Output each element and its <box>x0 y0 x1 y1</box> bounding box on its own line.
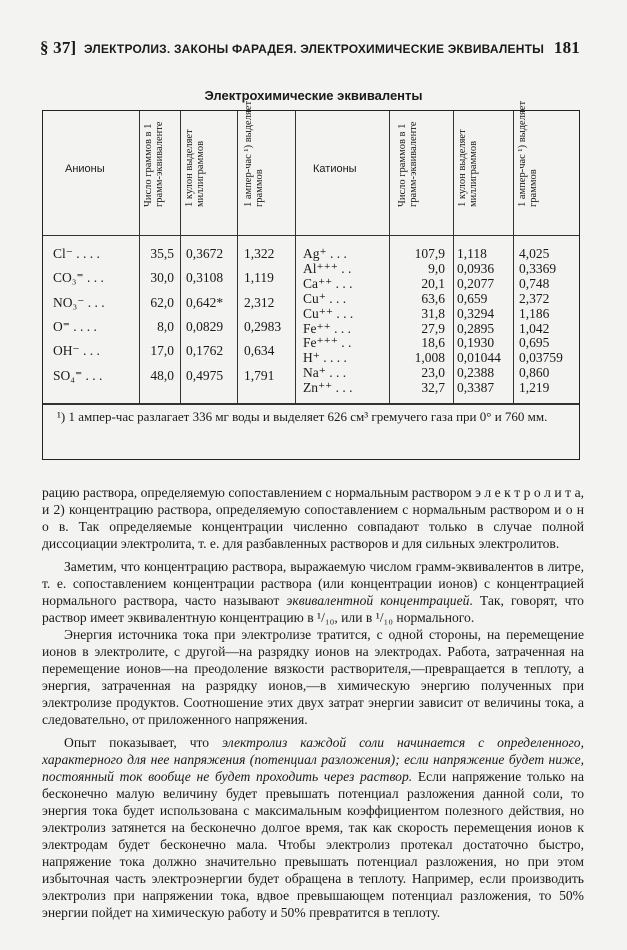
cation-amphour-cell: 1,186 <box>519 305 550 321</box>
anion-grams-cell: 62,0 <box>150 294 174 310</box>
cation-grams-cell: 18,6 <box>421 335 445 351</box>
anion-ion-cell: NO₃⁻ . . . <box>53 294 105 310</box>
cation-amphour-cell: 2,372 <box>519 290 550 306</box>
header-rule <box>43 235 579 236</box>
anion-coulomb-cell: 0,4975 <box>186 367 224 383</box>
cation-grams-cell: 107,9 <box>414 246 445 261</box>
anion-amphour-cell: 0,2983 <box>244 318 282 334</box>
cation-ion-cell: Na⁺ . . . <box>303 365 347 381</box>
anion-ion-cell: OH⁻ . . . <box>53 343 100 359</box>
cation-coulomb-cell: 0,1930 <box>457 335 495 351</box>
page-number: 181 <box>553 38 580 57</box>
col-rule <box>513 111 514 403</box>
anion-ion-cell: O⁼ . . . . <box>53 318 97 334</box>
cation-ion-cell: H⁺ . . . . <box>303 350 347 366</box>
anions-header: Анионы <box>65 163 105 175</box>
cation-coulomb-cell: 0,0936 <box>457 260 495 276</box>
cation-grams-cell: 9,0 <box>428 260 445 276</box>
cation-ion-cell: Ca⁺⁺ . . . <box>303 275 353 291</box>
cations-header: Катионы <box>313 163 357 175</box>
cation-coulomb-cell: 1,118 <box>457 246 487 261</box>
cation-amphour-cell: 0,860 <box>519 365 550 381</box>
cation-coulomb-cell: 0,3387 <box>457 380 495 396</box>
anion-grams-cell: 30,0 <box>150 270 174 286</box>
cation-amphour-cell: 1,042 <box>519 320 550 336</box>
cation-grams-cell: 27,9 <box>421 320 445 336</box>
cation-grams-cell: 63,6 <box>421 290 445 306</box>
anion-grams-cell: 8,0 <box>157 318 174 334</box>
running-header <box>40 38 580 62</box>
cation-amphour-cell: 0,748 <box>519 275 550 291</box>
paragraph: Опыт показывает, что электролиз каждой соли начинается с определенного, характерного для нее напряжения (потенциал разложения); если напряжение будет ниже, постоянный ток вообще не будет проходить через раствор. Если напряжение только на бесконечно малую величину будет превышать потенциал разложения данной соли, то энергия тока будет использована с максимальным коэффициентом полезного действия, но электролиз затянется на бесконечно долгое время, так как скорость перемещения ионов к электродам будет бесконечно мала. Чтобы электролиз протекал достаточно быстро, напряжение тока должно значительно превышать потенциал разложения, но при этом избыточная часть электроэнергии будет обращена в теплоту. Например, если производить электролиз при напряжении тока, вдвое превышающем потенциал разложения, то 50% энергии пойдет на химическую работу и 50% превратится в теплоту. <box>42 735 584 920</box>
cation-ion-cell: Cu⁺⁺ . . . <box>303 305 354 321</box>
anion-ion-cell: SO₄⁼ . . . <box>53 367 103 383</box>
cation-grams-cell: 1,008 <box>414 350 445 366</box>
cation-amphour-cell: 0,3369 <box>519 260 557 276</box>
anion-coulomb-cell: 0,3672 <box>186 246 224 261</box>
col-rule <box>453 111 454 403</box>
paragraph: Энергия источника тока при электролизе тратится, с одной стороны, на перемещение ионов в электролите, с другой—на разрядку ионов на электродах. Работа, затраченная на перемещение ионов—на преодоление вязкости растворителя,—превращается в теплоту, а энергия, затраченная на разрядку ионов,—в химическую энергию полученных при электролизе продуктов. Соотношение этих двух затрат энергии зависит от величины тока, а следовательно, от приложенного напряжения. <box>42 627 584 727</box>
col-rule <box>237 111 238 403</box>
anion-coulomb-cell: 0,3108 <box>186 270 224 286</box>
col-rule <box>180 111 181 403</box>
cation-grams-cell: 23,0 <box>421 365 445 381</box>
footnote-rule <box>43 403 579 405</box>
cation-ion-cell: Ag⁺ . . . <box>303 246 347 261</box>
anion-amphour-cell: 1,791 <box>244 367 275 383</box>
col-rule <box>389 111 390 403</box>
cation-coulomb-cell: 0,3294 <box>457 305 495 321</box>
paragraph: Заметим, что концентрацию раствора, выражаемую числом грамм-эквивалентов в литре, т. е. сопоставлением концентрации раствора (или концентрации ионов) с концентрацией нормального раствора, часто называют эквивалентной концентрацией. Так, говорят, что раствор имеет эквивалентную концентрацию в ¹/₁₀, или в ¹/₁₀ нормального. <box>42 559 584 625</box>
cation-coulomb-cell: 0,2388 <box>457 365 495 381</box>
anion-coulomb-cell: 0,642* <box>186 294 224 310</box>
cation-amphour-cell: 1,219 <box>519 380 550 396</box>
cation-coulomb-cell: 0,2895 <box>457 320 495 336</box>
cation-grams-cell: 32,7 <box>421 380 445 396</box>
section-ref: § 37] <box>40 38 77 57</box>
cation-coulomb-cell: 0,659 <box>457 290 488 306</box>
anion-coulomb-cell: 0,0829 <box>186 318 224 334</box>
cation-grams-cell: 20,1 <box>421 275 445 291</box>
cation-ion-cell: Fe⁺⁺⁺ . . <box>303 335 352 351</box>
cation-coulomb-cell: 0,2077 <box>457 275 495 291</box>
cation-amphour-cell: 0,03759 <box>519 350 563 366</box>
table-caption: Электрохимические эквиваленты <box>204 88 423 103</box>
cation-amphour-cell: 4,025 <box>519 246 550 261</box>
cation-ion-cell: Zn⁺⁺ . . . <box>303 380 353 396</box>
cation-grams-cell: 31,8 <box>421 305 445 321</box>
anion-amphour-cell: 1,119 <box>244 270 274 286</box>
table-footnote: ¹) 1 ампер-час разлагает 336 мг воды и выделяет 626 см³ гремучего газа при 0° и 760 мм. <box>57 409 548 424</box>
anion-ion-cell: CO₃⁼ . . . <box>53 270 104 286</box>
cation-ion-cell: Cu⁺ . . . <box>303 290 347 306</box>
cation-coulomb-cell: 0,01044 <box>457 350 501 366</box>
anion-grams-cell: 35,5 <box>150 246 174 261</box>
anion-amphour-cell: 1,322 <box>244 246 275 261</box>
col-rule <box>139 111 140 403</box>
col-rule <box>295 111 296 403</box>
anion-ion-cell: Cl⁻ . . . . <box>53 246 100 261</box>
paragraph: рацию раствора, определяемую сопоставлением с нормальным раствором э л е к т р о л и т а, и 2) концентрацию раствора, определяемую сопоставлением с нормальным раствором и о н о в. Так определяемые концентрации численно совпадают только в случае полной диссоциации электролита, т. е. для разбавленных растворов и для сильных электролитов. <box>42 485 584 551</box>
anion-coulomb-cell: 0,1762 <box>186 343 224 359</box>
body-text <box>42 484 584 921</box>
chapter-title: ЭЛЕКТРОЛИЗ. ЗАКОНЫ ФАРАДЕЯ. ЭЛЕКТРОХИМИЧЕСКИЕ ЭКВИВАЛЕНТЫ <box>84 42 545 56</box>
anion-grams-cell: 17,0 <box>150 343 174 359</box>
cation-amphour-cell: 0,695 <box>519 335 550 351</box>
anion-amphour-cell: 2,312 <box>244 294 275 310</box>
cation-ion-cell: Al⁺⁺⁺ . . <box>303 260 352 276</box>
equivalents-table: Анионы Катионы Число граммов в 1 грамм-эквиваленте 1 кулон выделяет миллиграммов 1 ампер-час ¹) выделяет граммов Число граммов в 1 грамм-эквиваленте 1 кулон выделяет миллиграммов 1 ампер-час ¹) выделяет граммов Cl⁻ . . . . 35,5 0,3672 1,322 CO₃⁼ . . . 30,0 0,3108 1,119 NO₃⁻ . . . 62,0 0,642* 2,312 O⁼ . . . . 8,0 0,0829 0,2983 OH⁻ . . . 17,0 0,1762 0,634 SO₄⁼ . . . 48,0 0,4975 1,791 Ag⁺ . . . 107,9 1,118 4,025 Al⁺⁺⁺ . . 9,0 0,0936 0,3369 Ca⁺⁺ . . . 20,1 0,2077 0,748 Cu⁺ . . . 63,6 0,659 2,372 Cu⁺⁺ . . . 31,8 0,3294 1,186 Fe⁺⁺ . . . 27,9 0,2895 1,042 Fe⁺⁺⁺ . . 18,6 0,1930 0,695 H⁺ . . . . 1,008 0,01044 0,03759 Na⁺ . . . 23,0 0,2388 0,860 Zn⁺⁺ . . . 32,7 0,3387 1,219 ¹) 1 ампер-час разлагает 336 мг воды и выделяет 626 см³ гремучего газа при 0° и 760 мм. <box>42 110 580 460</box>
anion-grams-cell: 48,0 <box>150 367 174 383</box>
anion-amphour-cell: 0,634 <box>244 343 275 359</box>
cation-ion-cell: Fe⁺⁺ . . . <box>303 320 352 336</box>
